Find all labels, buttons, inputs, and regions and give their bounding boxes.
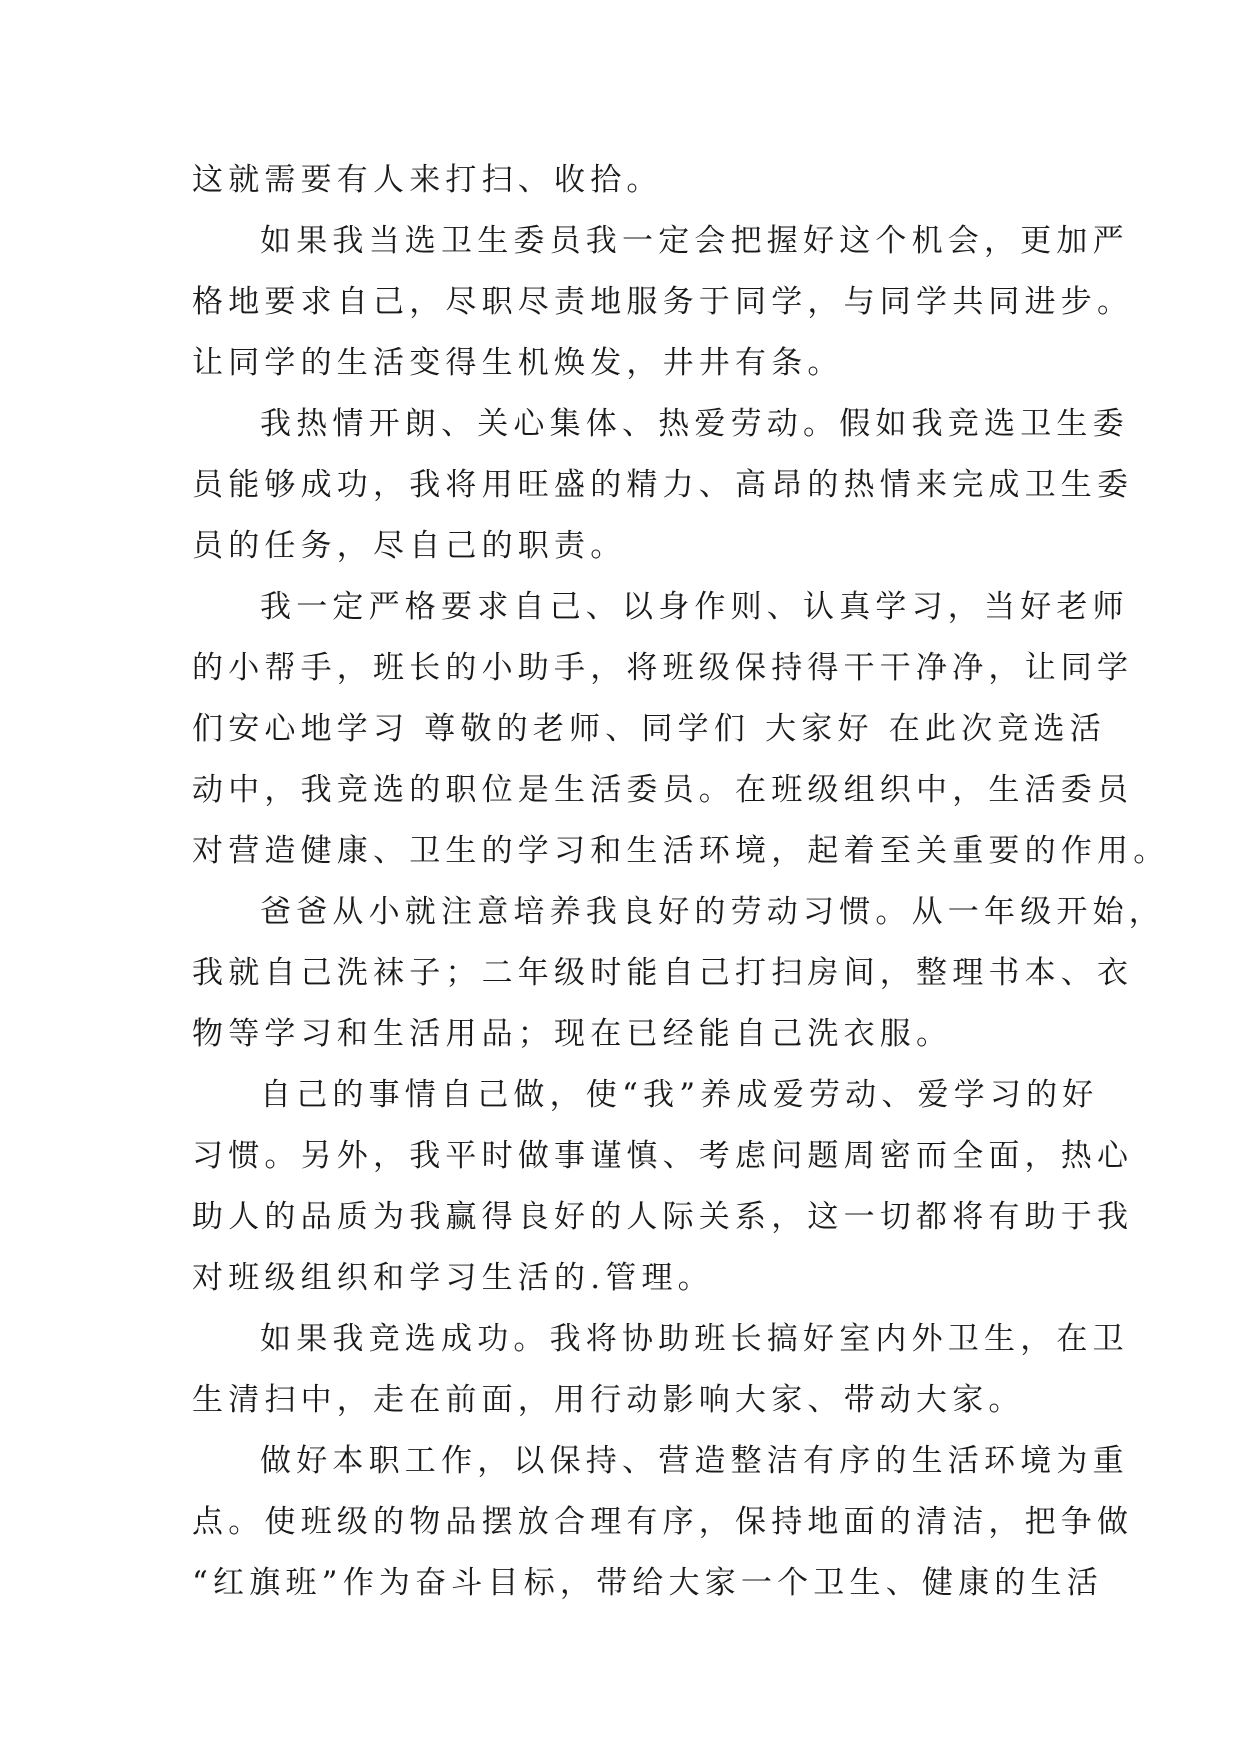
text-line: “红旗班”作为奋斗目标，带给大家一个卫生、健康的生活 [192,1565,1103,1601]
text-line: 格地要求自己，尽职尽责地服务于同学，与同学共同进步。 [192,284,1134,320]
paragraph-first-line: 如果我当选卫生委员我一定会把握好这个机会，更加严 [260,223,1129,259]
text-line: 助人的品质为我赢得良好的人际关系，这一切都将有助于我 [192,1199,1134,1235]
text-line: 员能够成功，我将用旺盛的精力、高昂的热情来完成卫生委 [192,467,1134,503]
text-line: 物等学习和生活用品；现在已经能自己洗衣服。 [192,1016,953,1052]
paragraph-first-line: 爸爸从小就注意培养我良好的劳动习惯。从一年级开始， [260,894,1165,930]
text-line: 们安心地学习 尊敬的老师、同学们 大家好 在此次竞选活 [192,711,1106,747]
paragraph-first-line: 我一定严格要求自己、以身作则、认真学习，当好老师 [260,589,1129,625]
text-line: 点。使班级的物品摆放合理有序，保持地面的清洁，把争做 [192,1504,1134,1540]
paragraph-first-line: 我热情开朗、关心集体、热爱劳动。假如我竞选卫生委 [260,406,1129,442]
text-line: 员的任务，尽自己的职责。 [192,528,627,564]
text-line: 生清扫中，走在前面，用行动影响大家、带动大家。 [192,1382,1025,1418]
text-line: 习惯。另外，我平时做事谨慎、考虑问题周密而全面，热心 [192,1138,1134,1174]
paragraph-first-line: 自己的事情自己做，使“我”养成爱劳动、爱学习的好 [260,1077,1099,1113]
text-line: 我就自己洗袜子；二年级时能自己打扫房间，整理书本、衣 [192,955,1134,991]
text-line: 这就需要有人来打扫、收拾。 [192,162,663,198]
text-line: 动中，我竞选的职位是生活委员。在班级组织中，生活委员 [192,772,1134,808]
paragraph-first-line: 如果我竞选成功。我将协助班长搞好室内外卫生，在卫 [260,1321,1129,1357]
text-line: 让同学的生活变得生机焕发，井井有条。 [192,345,844,381]
body-text [192,150,1170,1614]
text-line: 的小帮手，班长的小助手，将班级保持得干干净净，让同学 [192,650,1134,686]
paragraph-first-line: 做好本职工作，以保持、营造整洁有序的生活环境为重 [260,1443,1129,1479]
text-line: 对营造健康、卫生的学习和生活环境，起着至关重要的作用。 [192,833,1170,869]
text-line: 对班级组织和学习生活的.管理。 [192,1260,714,1296]
